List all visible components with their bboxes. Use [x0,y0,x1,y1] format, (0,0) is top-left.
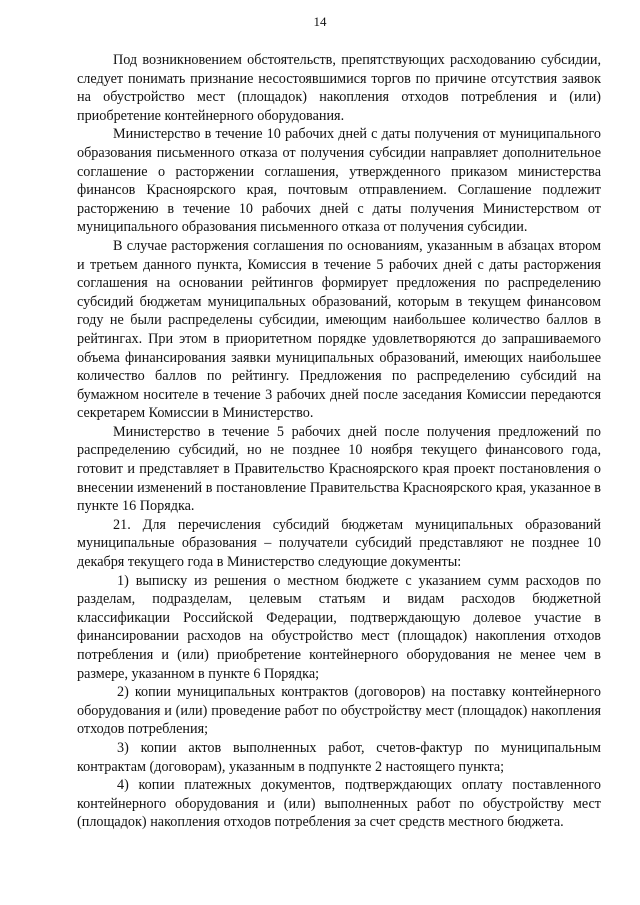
paragraph-government-resolution: Министерство в течение 5 рабочих дней после получения предложений по распределению субсидий, но не позднее 10 ноября текущего финансового года, готовит и представляет в Правительство Красноярского края проект постановления о внесении изменений в постановление Правительства Красноярского края, указанное в пункте 16 Порядка. [77,423,601,515]
paragraph-redistribution: В случае расторжения соглашения по основаниям, указанным в абзацах втором и третьем данного пункта, Комиссия в течение 5 рабочих дней с даты расторжения соглашения на основании рейтингов формирует предложения по распределению субсидий бюджетам муниципальных образований, которым в текущем финансовом году не были распределены субсидии, имеющим наибольшее количество баллов в рейтингах. При этом в приоритетном порядке удовлетворяются до запрашиваемого объема финансирования заявки муниципальных образований, имеющих наибольшее количество баллов по рейтингу. Предложения по распределению субсидий на бумажном носителе в течение 3 рабочих дней после заседания Комиссии передаются секретарем Комиссии в Министерство. [77,237,601,422]
list-item-4: 4) копии платежных документов, подтверждающих оплату поставленного контейнерного оборудования и (или) выполненных работ по обустройству мест (площадок) накопления отходов потребления за счет средств местного бюджета. [77,777,601,831]
list-item-1: 1) выписку из решения о местном бюджете с указанием сумм расходов по разделам, подразделам, целевым статьям и видам расходов бюджетной классификации Российской Федерации, подтверждающую долевое участие в финансировании расходов на обустройство мест (площадок) накопления отходов потребления и (или) приобретение контейнерного оборудования не менее чем в размере, указанном в пункте 6 Порядка; [77,572,601,682]
list-item-3: 3) копии актов выполненных работ, счетов-фактур по муниципальным контрактам (договорам), указанным в подпункте 2 настоящего пункта; [77,739,601,775]
paragraph-circumstances: Под возникновением обстоятельств, препятствующих расходованию субсидии, следует понимать признание несостоявшимися торгов по причине отсутствия заявок на обустройство мест (площадок) накопления отходов потребления и (или) приобретение контейнерного оборудования. [77,52,601,124]
list-item-2: 2) копии муниципальных контрактов (договоров) на поставку контейнерного оборудования и (или) проведение работ по обустройству мест (площадок) накопления отходов потребления; [77,684,601,738]
document-body [77,51,601,832]
paragraph-21: 21. Для перечисления субсидий бюджетам муниципальных образований муниципальные образования – получатели субсидий представляют не позднее 10 декабря текущего года в Министерство следующие документы: [77,516,601,571]
paragraph-refusal: Министерство в течение 10 рабочих дней с даты получения от муниципального образования письменного отказа от получения субсидии направляет дополнительное соглашение о расторжении соглашения, утвержденного приказом министерства финансов Красноярского края, почтовым отправлением. Соглашение подлежит расторжению в течение 10 рабочих дней с даты получения Министерством от муниципального образования письменного отказа от получения субсидии. [77,126,601,236]
page-number: 14 [313,14,327,29]
